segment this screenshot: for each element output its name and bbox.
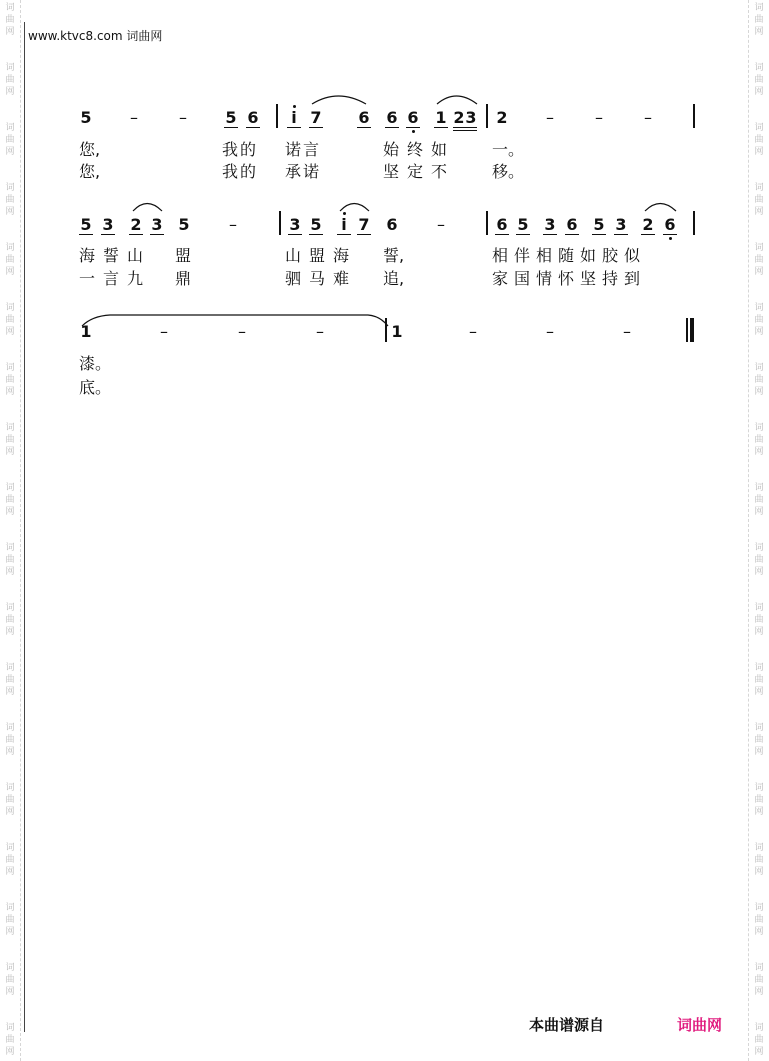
watermark-glyph: 词 bbox=[5, 783, 15, 793]
note: 6 bbox=[247, 108, 259, 127]
watermark-glyph: 曲 bbox=[754, 195, 764, 205]
footer-source-label: 本曲谱源自 bbox=[529, 1016, 605, 1034]
watermark-glyph: 词 bbox=[754, 243, 764, 253]
watermark-glyph: 词 bbox=[5, 423, 15, 433]
lyric: 始终如 bbox=[383, 140, 456, 159]
dash: – bbox=[238, 322, 246, 341]
watermark-glyph: 曲 bbox=[5, 795, 15, 805]
watermark-glyph: 网 bbox=[5, 747, 15, 757]
watermark-glyph: 网 bbox=[5, 267, 15, 277]
note: 2 bbox=[642, 215, 654, 234]
watermark-glyph: 词 bbox=[754, 183, 764, 193]
watermark-glyph: 网 bbox=[754, 567, 764, 577]
note: 5 bbox=[310, 215, 322, 234]
note: 2 bbox=[496, 108, 508, 127]
note: 6 bbox=[358, 108, 370, 127]
lyric: 漆。 bbox=[79, 354, 112, 373]
note: 5 bbox=[225, 108, 237, 127]
slur bbox=[312, 96, 366, 104]
lyric: 驷马难 bbox=[285, 269, 358, 288]
lyric: 我的 bbox=[222, 140, 259, 159]
watermark-glyph: 曲 bbox=[754, 1035, 764, 1045]
lyric: 追, bbox=[383, 269, 405, 288]
watermark-glyph: 曲 bbox=[5, 75, 15, 85]
watermark-glyph: 词 bbox=[5, 603, 15, 613]
dash: – bbox=[595, 108, 603, 127]
watermark-glyph: 曲 bbox=[5, 15, 15, 25]
watermark-glyph: 网 bbox=[754, 867, 764, 877]
lyric: 底。 bbox=[79, 378, 112, 397]
lyric: 移。 bbox=[492, 162, 525, 181]
note: 3 bbox=[102, 215, 114, 234]
note: 3 bbox=[289, 215, 301, 234]
watermark-glyph: 网 bbox=[5, 687, 15, 697]
watermark-glyph: 词 bbox=[5, 483, 15, 493]
watermark-glyph: 词 bbox=[754, 63, 764, 73]
note: 3 bbox=[151, 215, 163, 234]
watermark-glyph: 网 bbox=[754, 507, 764, 517]
watermark-glyph: 网 bbox=[5, 927, 15, 937]
note: 6 bbox=[386, 215, 398, 234]
note: 6 bbox=[407, 108, 419, 127]
watermark-glyph: 词 bbox=[754, 903, 764, 913]
watermark-glyph: 词 bbox=[5, 303, 15, 313]
watermark-glyph: 曲 bbox=[754, 735, 764, 745]
slur bbox=[437, 96, 477, 104]
watermark-glyph: 网 bbox=[5, 867, 15, 877]
watermark-glyph: 曲 bbox=[5, 495, 15, 505]
watermark-glyph: 曲 bbox=[754, 555, 764, 565]
watermark-glyph: 词 bbox=[5, 1023, 15, 1033]
watermark-glyph: 曲 bbox=[754, 915, 764, 925]
dash: – bbox=[160, 322, 168, 341]
watermark-glyph: 曲 bbox=[5, 375, 15, 385]
note: i bbox=[287, 109, 301, 128]
watermark-glyph: 曲 bbox=[754, 975, 764, 985]
note: 7 bbox=[310, 108, 322, 127]
watermark-glyph: 网 bbox=[5, 507, 15, 517]
note: 6 bbox=[566, 215, 578, 234]
watermark-glyph: 词 bbox=[5, 243, 15, 253]
lyric: 您, bbox=[79, 140, 101, 159]
note: 3 bbox=[615, 215, 627, 234]
watermark-glyph: 词 bbox=[754, 543, 764, 553]
watermark-glyph: 词 bbox=[754, 963, 764, 973]
watermark-glyph: 曲 bbox=[754, 375, 764, 385]
watermark-glyph: 曲 bbox=[754, 615, 764, 625]
watermark-glyph: 网 bbox=[754, 447, 764, 457]
dash: – bbox=[644, 108, 652, 127]
watermark-glyph: 网 bbox=[754, 147, 764, 157]
watermark-glyph: 网 bbox=[754, 27, 764, 37]
watermark-glyph: 词 bbox=[5, 363, 15, 373]
watermark-glyph: 曲 bbox=[5, 255, 15, 265]
lyric: 一。 bbox=[492, 140, 525, 159]
note: 3 bbox=[544, 215, 556, 234]
dash: – bbox=[316, 322, 324, 341]
footer-site-name[interactable]: 词曲网 bbox=[677, 1016, 723, 1034]
watermark-glyph: 词 bbox=[5, 723, 15, 733]
watermark-glyph: 词 bbox=[754, 603, 764, 613]
watermark-glyph: 网 bbox=[5, 627, 15, 637]
watermark-glyph: 曲 bbox=[754, 15, 764, 25]
watermark-glyph: 曲 bbox=[5, 975, 15, 985]
note: 5 bbox=[593, 215, 605, 234]
watermark-glyph: 词 bbox=[754, 423, 764, 433]
watermark-glyph: 网 bbox=[5, 207, 15, 217]
final-bar-thin bbox=[686, 318, 688, 342]
watermark-glyph: 网 bbox=[5, 327, 15, 337]
watermark-glyph: 曲 bbox=[5, 555, 15, 565]
watermark-glyph: 曲 bbox=[5, 615, 15, 625]
dash: – bbox=[469, 322, 477, 341]
watermark-glyph: 网 bbox=[5, 987, 15, 997]
watermark-glyph: 曲 bbox=[754, 675, 764, 685]
note: 5 bbox=[80, 108, 92, 127]
watermark-glyph: 曲 bbox=[5, 915, 15, 925]
lyric: 承诺 bbox=[285, 162, 322, 181]
watermark-glyph: 网 bbox=[754, 687, 764, 697]
note: 5 bbox=[517, 215, 529, 234]
lyric: 相伴相随如胶似 bbox=[492, 246, 647, 265]
lyric: 家国情怀坚持到 bbox=[492, 269, 647, 288]
lyric: 鼎 bbox=[175, 269, 192, 288]
lyric: 山盟海 bbox=[285, 246, 358, 265]
bar-line bbox=[486, 104, 488, 128]
watermark-glyph: 网 bbox=[5, 27, 15, 37]
lyric: 坚定不 bbox=[383, 162, 456, 181]
watermark-glyph: 曲 bbox=[754, 495, 764, 505]
watermark-glyph: 词 bbox=[5, 903, 15, 913]
note: 3 bbox=[465, 109, 477, 131]
lyric: 您, bbox=[79, 162, 101, 181]
watermark-glyph: 网 bbox=[754, 207, 764, 217]
watermark-glyph: 网 bbox=[5, 87, 15, 97]
dash: – bbox=[130, 108, 138, 127]
note: 5 bbox=[80, 215, 92, 234]
lyric: 誓, bbox=[383, 246, 405, 265]
watermark-glyph: 词 bbox=[5, 63, 15, 73]
watermark-glyph: 词 bbox=[5, 543, 15, 553]
watermark-glyph: 网 bbox=[754, 387, 764, 397]
site-url[interactable]: www.ktvc8.com 词曲网 bbox=[28, 29, 163, 43]
watermark-glyph: 词 bbox=[754, 303, 764, 313]
note: i bbox=[337, 216, 351, 235]
watermark-glyph: 曲 bbox=[5, 135, 15, 145]
note: 6 bbox=[664, 215, 676, 234]
watermark-glyph: 词 bbox=[754, 1023, 764, 1033]
dash: – bbox=[179, 108, 187, 127]
watermark-glyph: 词 bbox=[754, 3, 764, 13]
bar-line bbox=[693, 211, 695, 235]
watermark-glyph: 词 bbox=[754, 363, 764, 373]
note: 1 bbox=[391, 322, 403, 341]
watermark-glyph: 曲 bbox=[5, 195, 15, 205]
dash: – bbox=[623, 322, 631, 341]
watermark-glyph: 网 bbox=[5, 147, 15, 157]
watermark-glyph: 网 bbox=[5, 447, 15, 457]
watermark-glyph: 词 bbox=[5, 843, 15, 853]
lyric: 一言九 bbox=[79, 269, 152, 288]
watermark-glyph: 词 bbox=[754, 663, 764, 673]
note: 6 bbox=[386, 108, 398, 127]
watermark-glyph: 曲 bbox=[5, 735, 15, 745]
watermark-glyph: 网 bbox=[754, 927, 764, 937]
lyric: 盟 bbox=[175, 246, 192, 265]
watermark-glyph: 词 bbox=[5, 183, 15, 193]
watermark-glyph: 词 bbox=[754, 783, 764, 793]
bar-line bbox=[693, 104, 695, 128]
watermark-glyph: 曲 bbox=[754, 855, 764, 865]
watermark-glyph: 曲 bbox=[5, 435, 15, 445]
watermark-glyph: 网 bbox=[754, 807, 764, 817]
bar-line bbox=[385, 318, 387, 342]
lyric: 我的 bbox=[222, 162, 259, 181]
watermark-glyph: 曲 bbox=[754, 135, 764, 145]
watermark-glyph: 曲 bbox=[754, 75, 764, 85]
watermark-glyph: 曲 bbox=[5, 675, 15, 685]
watermark-glyph: 曲 bbox=[754, 315, 764, 325]
dash: – bbox=[546, 108, 554, 127]
watermark-glyph: 词 bbox=[754, 483, 764, 493]
watermark-glyph: 曲 bbox=[5, 855, 15, 865]
bar-line bbox=[486, 211, 488, 235]
watermark-glyph: 曲 bbox=[754, 795, 764, 805]
watermark-glyph: 词 bbox=[5, 663, 15, 673]
slur bbox=[340, 204, 369, 212]
note: 1 bbox=[435, 108, 447, 127]
watermark-glyph: 网 bbox=[754, 267, 764, 277]
watermark-glyph: 网 bbox=[754, 87, 764, 97]
watermark-glyph: 网 bbox=[5, 1047, 15, 1057]
slur bbox=[645, 204, 676, 212]
watermark-glyph: 网 bbox=[5, 387, 15, 397]
watermark-glyph: 曲 bbox=[5, 315, 15, 325]
watermark-glyph: 曲 bbox=[5, 1035, 15, 1045]
note: 1 bbox=[80, 322, 92, 341]
watermark-glyph: 网 bbox=[754, 747, 764, 757]
watermark-glyph: 词 bbox=[754, 843, 764, 853]
watermark-glyph: 网 bbox=[754, 327, 764, 337]
dash: – bbox=[229, 215, 237, 234]
note: 7 bbox=[358, 215, 370, 234]
watermark-glyph: 网 bbox=[5, 807, 15, 817]
bar-line bbox=[276, 104, 278, 128]
watermark-glyph: 网 bbox=[754, 987, 764, 997]
slur bbox=[133, 204, 162, 212]
note: 2 bbox=[453, 109, 465, 131]
note: 6 bbox=[496, 215, 508, 234]
watermark-glyph: 词 bbox=[5, 123, 15, 133]
lyric: 诺言 bbox=[285, 140, 322, 159]
dash: – bbox=[437, 215, 445, 234]
watermark-glyph: 曲 bbox=[754, 255, 764, 265]
watermark-glyph: 网 bbox=[754, 627, 764, 637]
watermark-glyph: 词 bbox=[5, 3, 15, 13]
lyric: 海誓山 bbox=[79, 246, 152, 265]
watermark-glyph: 网 bbox=[754, 1047, 764, 1057]
watermark-glyph: 词 bbox=[754, 123, 764, 133]
watermark-glyph: 网 bbox=[5, 567, 15, 577]
dash: – bbox=[546, 322, 554, 341]
bar-line bbox=[279, 211, 281, 235]
watermark-glyph: 词 bbox=[5, 963, 15, 973]
note: 5 bbox=[178, 215, 190, 234]
watermark-glyph: 词 bbox=[754, 723, 764, 733]
note: 2 bbox=[130, 215, 142, 234]
watermark-glyph: 曲 bbox=[754, 435, 764, 445]
final-bar-thick bbox=[690, 318, 694, 342]
